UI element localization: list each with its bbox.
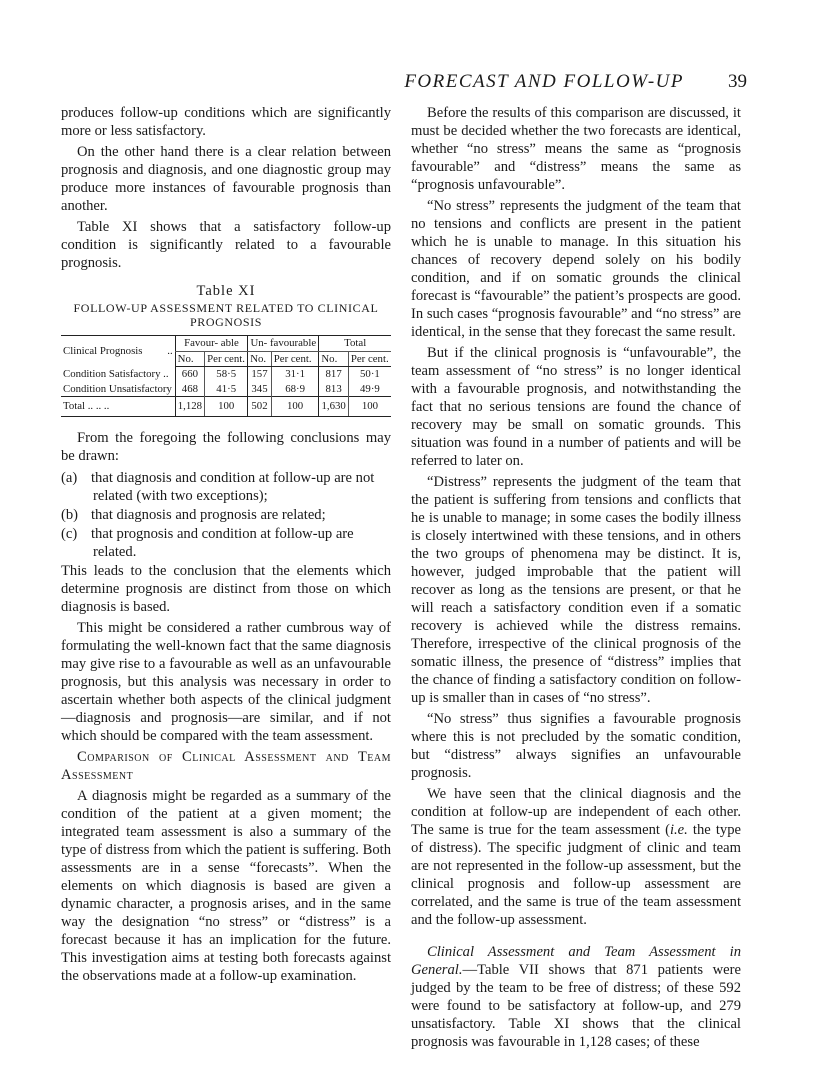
section-heading: Comparison of Clinical Assessment and Team Assessment (61, 748, 391, 783)
paragraph: “No stress” represents the judgment of the team that no tensions and conflicts are present in the patient which he is unable to manage. In this situation his chances of recovery depend solely on his bodily condition, and if on somatic grounds the clinical forecast is “favourable” the patient’s prospects are good. In such cases “prognosis favourable” and “no stress” are identical, in the sense that they forecast the same result. (411, 198, 741, 340)
table-xi (61, 335, 391, 417)
subheader-no: No. (248, 351, 272, 367)
list-item: (c) that prognosis and condition at follow-up are related. (61, 525, 354, 560)
table-total-row (61, 397, 391, 417)
paragraph: This might be considered a rather cumbrous way of formulating the well-known fact that the same diagnosis may give rise to a favourable as well as an unfavourable prognosis, but this analysis was necessary in order to ascertain whether both aspects of the clinical judgment—diagnosis and prognosis—are similar, and if not which should be compared with the team assessment. (61, 619, 391, 744)
paragraph: Before the results of this comparison are discussed, it must be decided whether the two forecasts are identical, whether “no stress” means the same as “prognosis favourable” and “distress” means the same as “prognosis unfavourable”. (411, 105, 741, 193)
table-cell: 31·1 (271, 367, 319, 382)
subheader-no: No. (175, 351, 205, 367)
running-head: FORECAST AND FOLLOW-UP (404, 71, 684, 92)
paragraph: produces follow-up conditions which are significantly more or less satisfactory. (61, 105, 391, 139)
table-cell: 100 (205, 397, 248, 417)
table-cell: 813 (319, 382, 349, 397)
table-caption: FOLLOW-UP ASSESSMENT RELATED TO CLINICAL PROGNOSIS (73, 301, 379, 329)
table-cell: 58·5 (205, 367, 248, 382)
table-cell: 1,630 (319, 397, 349, 417)
paragraph: A diagnosis might be regarded as a summary of the condition of the patient at a given moment; the integrated team assessment is also a summary of the type of distress from which the patient is suffering. Both assessments are in a sense “forecasts”. When the elements on which diagnosis is based are given a dynamic character, a prognosis arises, and in the same way the designation “no stress” or “distress” is a forecast because it has an implication for the future. This investigation aims at testing both forecasts against the observations made at a follow-up examination. (61, 787, 391, 984)
table-cell: 817 (319, 367, 349, 382)
paragraph: “Distress” represents the judgment of the team that the patient is suffering from tensions and conflicts that he is unable to manage; in some cases the bodily illness is closely intertwined with these tensions, and in others the two groups of phenomena may be distinct. It is, however, judged improbable that the patient will recover as long as the tensions are present, or that he will reach a satisfactory condition even if a somatic recovery is achieved while the distress remains. Therefore, irrespective of the clinical prognosis of the somatic illness, the presence of “distress” implies that the chance of finding a satisfactory condition on follow-up is smaller than in cases of “no stress”. (411, 474, 741, 706)
right-column (411, 104, 741, 1054)
conclusions-list (61, 469, 391, 561)
row-label: Total .. .. .. (61, 397, 175, 417)
table-cell: 502 (248, 397, 272, 417)
table-cell: 660 (175, 367, 205, 382)
table-label: Table XI (196, 283, 256, 299)
row-label: Condition Satisfactory .. (63, 367, 169, 380)
table-cell: 345 (248, 382, 272, 397)
table-cell: 100 (271, 397, 319, 417)
paragraph: Table XI shows that a satisfactory follow-up condition is significantly related to a favourable prognosis. (61, 219, 391, 271)
row-header: Clinical Prognosis .. (63, 345, 173, 357)
subheader-percent: Per cent. (205, 351, 248, 367)
table-cell: 50·1 (348, 367, 391, 382)
left-column (61, 104, 391, 988)
column-group-favourable: Favour- able (175, 336, 248, 352)
table-cell: 68·9 (271, 382, 319, 397)
list-marker: (c) (61, 525, 78, 542)
paragraph: We have seen that the clinical diagnosis and the condition at follow-up are independent of each other. The same is true for the team assessment (i.e. the type of distress). The specific judgment of clinic and team are not represented in the follow-up assessment, but the clinical prognosis and follow-up assessment are correlated, and the same is true of the team assessment and the follow-up assessment. (411, 786, 741, 928)
table-cell: 100 (348, 397, 391, 417)
subsection-heading: Clinical Assessment and Team Assessment in General. (411, 944, 741, 978)
row-label: Condition Unsatisfactory (63, 382, 172, 395)
paragraph: Clinical Assessment and Team Assessment in General.—Table VII shows that 871 patients were judged by the team to be free of distress; of these 592 were found to be satisfactory at follow-up, and 279 unsatisfactory. Table XI shows that the clinical prognosis was favourable in 1,128 cases; of these (411, 944, 741, 1050)
table-row (61, 382, 391, 397)
table-row (61, 367, 391, 382)
paragraph: On the other hand there is a clear relation between prognosis and diagnosis, and one diagnostic group may produce more instances of favourable prognosis than another. (61, 144, 391, 214)
list-marker: (a) (61, 469, 78, 486)
column-group-total: Total (319, 336, 391, 352)
subheader-percent: Per cent. (348, 351, 391, 367)
paragraph: “No stress” thus signifies a favourable prognosis where this is not precluded by the somatic condition, but “distress” always signifies an unfavourable prognosis. (411, 711, 741, 781)
page-number: 39 (728, 71, 747, 92)
table-cell: 41·5 (205, 382, 248, 397)
table-cell: 1,128 (175, 397, 205, 417)
paragraph: But if the clinical prognosis is “unfavourable”, the team assessment of “no stress” is no longer identical with a favourable prognosis, and notwithstanding the fact that no serious tensions are found the chance of recovery may be small on somatic grounds. This situation was found in a number of patients and will be referred to later on. (411, 345, 741, 469)
paragraph: From the foregoing the following conclusions may be drawn: (61, 429, 391, 464)
table-header-row (61, 336, 391, 352)
table-cell: 157 (248, 367, 272, 382)
subheader-percent: Per cent. (271, 351, 319, 367)
table-cell: 468 (175, 382, 205, 397)
list-item: (b) that diagnosis and prognosis are related; (61, 506, 326, 523)
table-cell: 49·9 (348, 382, 391, 397)
column-group-unfavourable: Un- favourable (248, 336, 319, 352)
paragraph: This leads to the conclusion that the elements which determine prognosis are distinct from those on which diagnosis is based. (61, 562, 391, 615)
list-item: (a) that diagnosis and condition at follow-up are not related (with two exceptions); (61, 469, 375, 504)
list-marker: (b) (61, 506, 79, 523)
subheader-no: No. (319, 351, 349, 367)
